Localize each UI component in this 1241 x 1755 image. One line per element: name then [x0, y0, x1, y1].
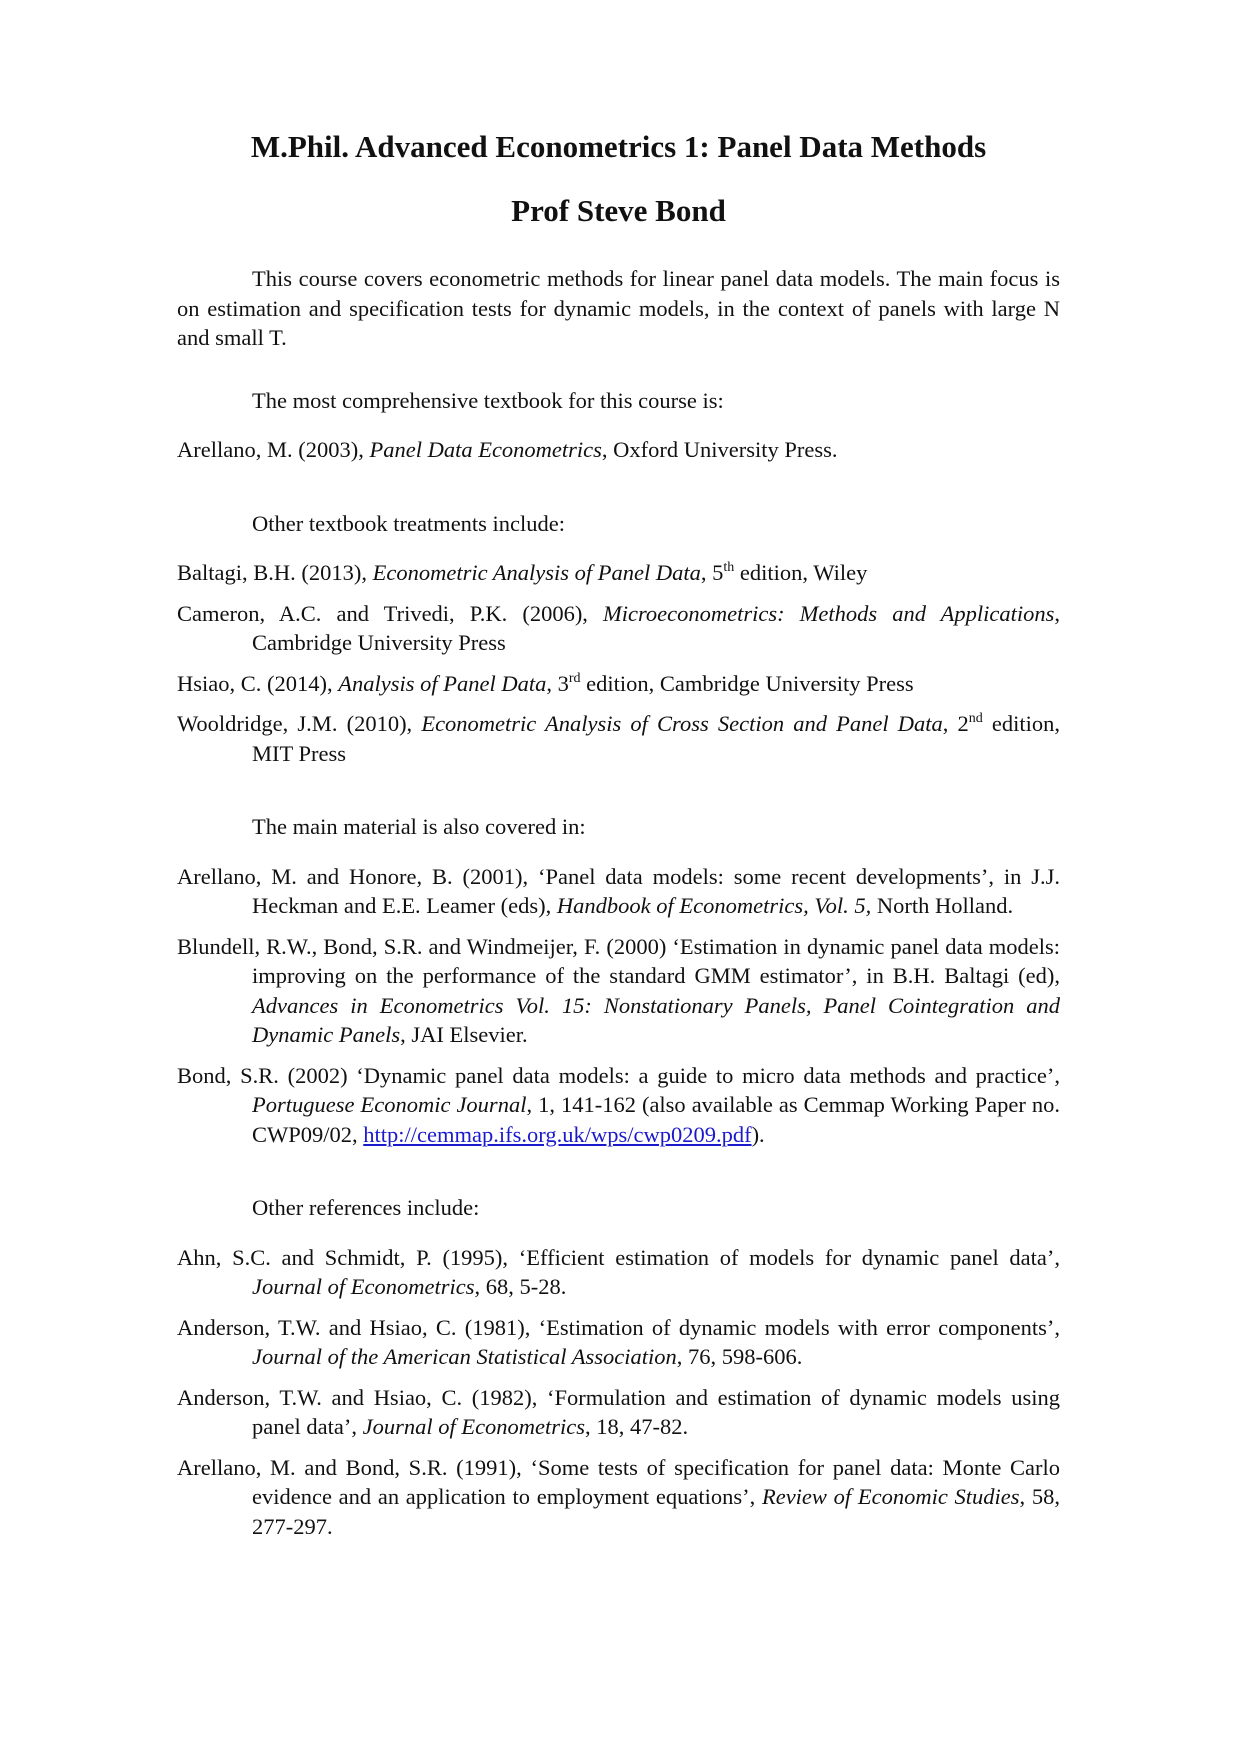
ref-edition: , 3 [546, 670, 569, 696]
ref-authors: Baltagi, B.H. (2013), [177, 560, 373, 585]
ref-authors: Wooldridge, J.M. (2010), [177, 711, 422, 736]
ref-publisher: , JAI Elsevier. [400, 1022, 528, 1047]
ref-journal: Journal of Econometrics [362, 1414, 586, 1439]
ref-citation: Arellano, M. and Honore, B. (2001), ‘Panel data models: some recent developments’, in J.J. Heckman and E.E. Leamer (eds), [177, 863, 1060, 918]
textbook-lead: The most comprehensive textbook for this course is: [252, 387, 724, 413]
ref-citation: Anderson, T.W. and Hsiao, C. (1981), ‘Estimation of dynamic models with error components’, [177, 1314, 1060, 1340]
other-refs-lead: Other references include: [252, 1195, 480, 1220]
ref-title: Analysis of Panel Data [338, 670, 547, 696]
ref-journal: Journal of Econometrics [252, 1274, 475, 1299]
ref-edition: , 5 [700, 560, 724, 585]
list-item [177, 669, 1060, 699]
ref-citation: Anderson, T.W. and Hsiao, C. (1982), ‘Formulation and estimation of dynamic models using panel data’, [177, 1384, 1060, 1439]
list-item [177, 1243, 1060, 1302]
ref-publisher: edition, Cambridge University Press [580, 670, 914, 696]
list-item [177, 1313, 1060, 1372]
ref-citation: Arellano, M. and Bond, S.R. (1991), ‘Some tests of specification for panel data: Monte Carlo evidence and an application to employment equations’, [177, 1454, 1060, 1509]
ref-closing: ). [751, 1121, 765, 1147]
list-item [177, 558, 1060, 588]
ref-volume: , 76, 598-606. [676, 1344, 803, 1369]
ref-title: Econometric Analysis of Cross Section and Panel Data [421, 711, 943, 736]
ref-journal: Journal of the American Statistical Association [252, 1344, 677, 1369]
ref-edition-suffix: rd [568, 670, 581, 686]
document-page [177, 128, 1060, 1552]
list-item [177, 862, 1060, 921]
ref-volume: , 68, 5-28. [474, 1274, 567, 1299]
ref-title: Panel Data Econometrics [369, 437, 602, 462]
ref-authors: Arellano, M. (2003), [177, 437, 370, 462]
ref-authors: Hsiao, C. (2014), [177, 670, 339, 696]
list-item [177, 1061, 1060, 1150]
author-name: Prof Steve Bond [511, 193, 726, 228]
ref-edition: , 2 [942, 711, 969, 736]
list-item [177, 709, 1060, 768]
list-item [177, 1453, 1060, 1542]
list-item [177, 1383, 1060, 1442]
main-material-list [177, 862, 1060, 1150]
ref-title: Microeconometrics: Methods and Applications [603, 600, 1055, 626]
ref-publisher: North Holland. [871, 893, 1014, 918]
ref-title: Portuguese Economic Journal [252, 1092, 527, 1117]
ref-volume: , 58, 277-297. [252, 1484, 1061, 1539]
ref-edition-suffix: nd [968, 711, 983, 726]
main-textbook-ref [177, 435, 1060, 465]
other-textbooks-list [177, 558, 1060, 768]
ref-title: Handbook of Econometrics, Vol. 5, [556, 893, 872, 918]
ref-title: Advances in Econometrics Vol. 15: Nonstationary Panels, Panel Cointegration and Dynamic Panels [252, 992, 1060, 1047]
document-title: M.Phil. Advanced Econometrics 1: Panel Data Methods [250, 129, 987, 164]
list-item [177, 932, 1060, 1050]
other-refs-list [177, 1243, 1060, 1542]
other-textbooks-lead: Other textbook treatments include: [252, 510, 566, 536]
ref-edition-suffix: th [723, 560, 735, 575]
ref-title: Econometric Analysis of Panel Data [372, 560, 701, 585]
ref-publisher: edition, MIT Press [252, 711, 1061, 766]
ref-publisher: edition, Wiley [734, 560, 868, 585]
ref-details: , 1, 141-162 (also available as Cemmap Working Paper no. CWP09/02, [252, 1092, 1060, 1147]
intro-paragraph: This course covers econometric methods for linear panel data models. The main focus is on estimation and specification tests for dynamic models, in the context of panels with large N and small T. [177, 266, 1060, 350]
ref-authors: Cameron, A.C. and Trivedi, P.K. (2006), [177, 600, 603, 626]
ref-citation: Blundell, R.W., Bond, S.R. and Windmeijer, F. (2000) ‘Estimation in dynamic panel data models: improving on the performance of the standard GMM estimator’, in B.H. Baltagi (ed), [177, 933, 1060, 988]
ref-publisher: , Oxford University Press. [601, 437, 838, 462]
cemmap-paper-link[interactable]: http://cemmap.ifs.org.uk/wps/cwp0209.pdf [363, 1121, 752, 1147]
main-material-lead: The main material is also covered in: [252, 814, 586, 839]
ref-citation: Bond, S.R. (2002) ‘Dynamic panel data models: a guide to micro data methods and practice’, [177, 1062, 1060, 1088]
list-item [177, 599, 1060, 658]
ref-journal: Review of Economic Studies [761, 1484, 1020, 1509]
ref-publisher: , Cambridge University Press [252, 600, 1060, 655]
ref-citation: Ahn, S.C. and Schmidt, P. (1995), ‘Efficient estimation of models for dynamic panel data’, [177, 1244, 1060, 1270]
ref-volume: , 18, 47-82. [585, 1414, 689, 1439]
